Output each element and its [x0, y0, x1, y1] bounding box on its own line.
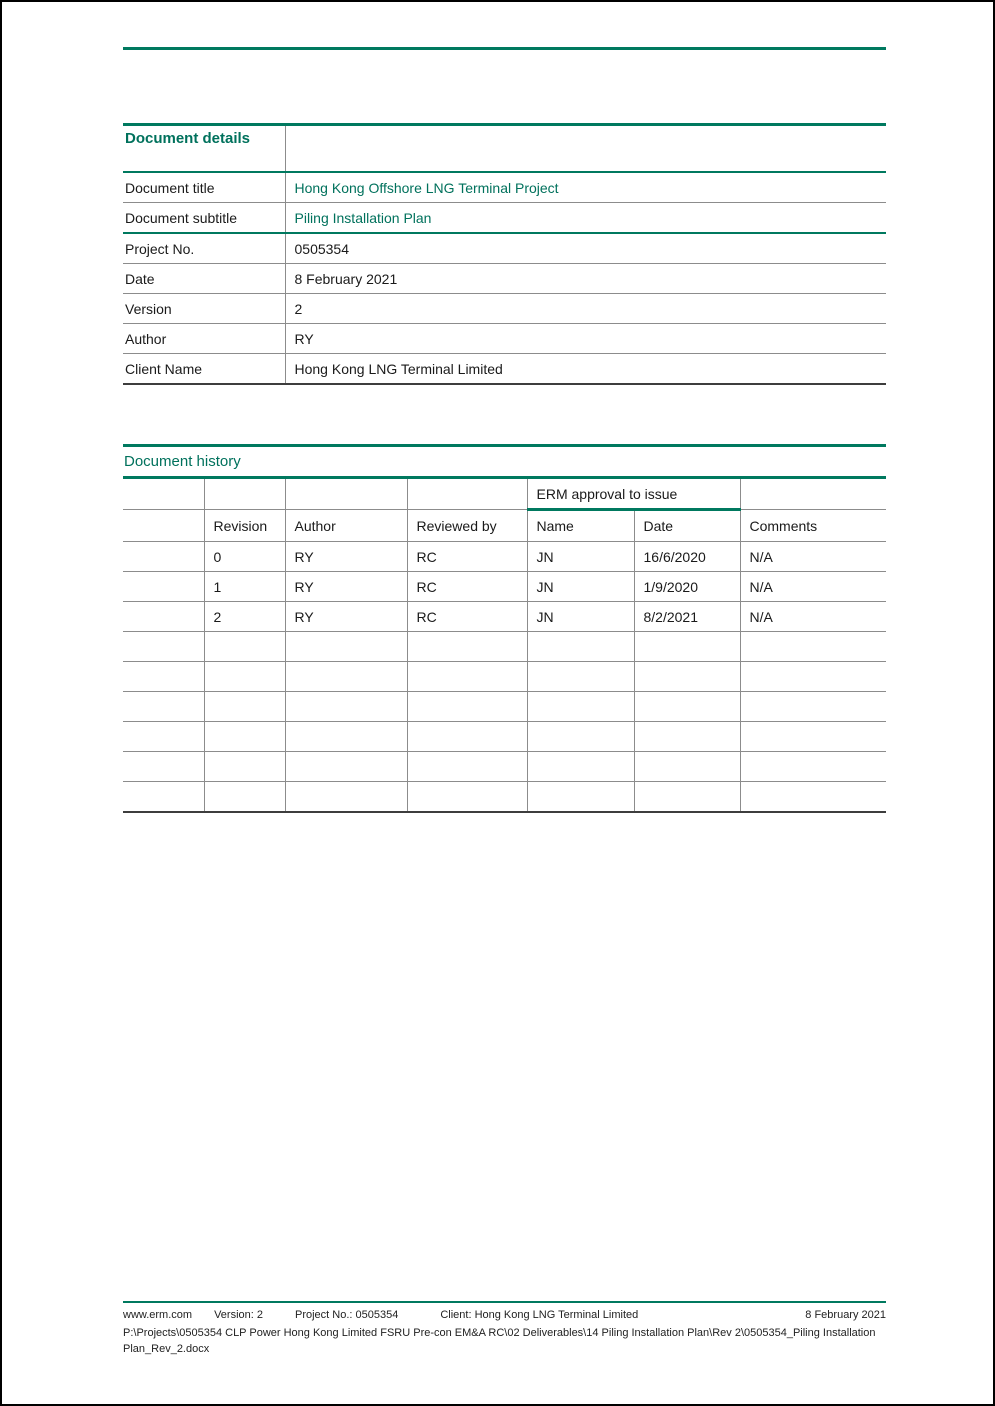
history-cell-name: JN	[527, 542, 634, 572]
history-cell-author: RY	[285, 572, 407, 602]
top-divider-rule	[123, 47, 886, 50]
history-empty-row	[123, 752, 886, 782]
detail-label-project-no: Project No.	[123, 233, 285, 264]
detail-label-document-title: Document title	[123, 172, 285, 203]
history-cell-comments: N/A	[740, 542, 886, 572]
column-header-date: Date	[634, 510, 740, 542]
history-cell-author: RY	[285, 542, 407, 572]
document-details-heading-spacer	[285, 125, 886, 173]
footer-version: Version: 2	[214, 1309, 263, 1321]
history-cell-reviewed-by: RC	[407, 602, 527, 632]
detail-value-project-no: 0505354	[285, 233, 886, 264]
detail-value-client-name: Hong Kong LNG Terminal Limited	[285, 354, 886, 385]
document-history-section	[123, 444, 886, 813]
history-empty-row	[123, 782, 886, 813]
column-header-reviewed-by: Reviewed by	[407, 510, 527, 542]
detail-value-document-subtitle: Piling Installation Plan	[285, 203, 886, 234]
history-empty-cell	[123, 602, 204, 632]
history-row	[123, 572, 886, 602]
detail-label-document-subtitle: Document subtitle	[123, 203, 285, 234]
history-row	[123, 542, 886, 572]
document-details-section	[123, 123, 886, 385]
history-empty-row	[123, 662, 886, 692]
history-cell-date: 8/2/2021	[634, 602, 740, 632]
footer-info-line	[123, 1309, 886, 1321]
history-empty-row	[123, 722, 886, 752]
document-history-heading: Document history	[123, 444, 886, 476]
detail-value-author: RY	[285, 324, 886, 354]
history-cell-name: JN	[527, 572, 634, 602]
history-cell-name: JN	[527, 602, 634, 632]
detail-value-date: 8 February 2021	[285, 264, 886, 294]
column-header-name: Name	[527, 510, 634, 542]
history-empty-row	[123, 692, 886, 722]
history-empty-cell	[123, 572, 204, 602]
history-cell-revision: 2	[204, 602, 285, 632]
history-cell-comments: N/A	[740, 572, 886, 602]
history-cell-comments: N/A	[740, 602, 886, 632]
detail-label-version: Version	[123, 294, 285, 324]
document-details-heading: Document details	[123, 125, 285, 173]
footer-file-path: P:\Projects\0505354 CLP Power Hong Kong Limited FSRU Pre-con EM&A RC\02 Deliverables\14 Piling Installation Plan\Rev 2\0505354_Piling Installation Plan_Rev_2.docx	[123, 1327, 876, 1355]
page-footer	[123, 1301, 886, 1357]
column-header-author: Author	[285, 510, 407, 542]
detail-value-document-title: Hong Kong Offshore LNG Terminal Project	[285, 172, 886, 203]
history-cell-date: 1/9/2020	[634, 572, 740, 602]
history-empty-cell	[204, 478, 285, 510]
history-empty-row	[123, 632, 886, 662]
history-cell-revision: 0	[204, 542, 285, 572]
history-empty-cell	[285, 478, 407, 510]
footer-project-no: Project No.: 0505354	[294, 1309, 399, 1321]
history-cell-date: 16/6/2020	[634, 542, 740, 572]
history-empty-cell	[740, 478, 886, 510]
detail-value-version: 2	[285, 294, 886, 324]
history-empty-cell	[123, 542, 204, 572]
history-cell-revision: 1	[204, 572, 285, 602]
footer-divider-rule	[123, 1301, 886, 1303]
detail-label-client-name: Client Name	[123, 354, 285, 385]
detail-label-date: Date	[123, 264, 285, 294]
column-header-revision: Revision	[204, 510, 285, 542]
history-empty-cell	[123, 510, 204, 542]
footer-client: Client: Hong Kong LNG Terminal Limited	[440, 1309, 639, 1321]
history-cell-reviewed-by: RC	[407, 572, 527, 602]
column-header-comments: Comments	[740, 510, 886, 542]
history-row	[123, 602, 886, 632]
erm-approval-header: ERM approval to issue	[527, 478, 740, 510]
history-cell-reviewed-by: RC	[407, 542, 527, 572]
document-details-table	[123, 123, 886, 385]
footer-date: 8 February 2021	[805, 1309, 886, 1321]
footer-website: www.erm.com	[123, 1309, 193, 1321]
history-empty-cell	[407, 478, 527, 510]
history-empty-cell	[123, 478, 204, 510]
detail-label-author: Author	[123, 324, 285, 354]
document-history-table	[123, 476, 886, 813]
history-cell-author: RY	[285, 602, 407, 632]
